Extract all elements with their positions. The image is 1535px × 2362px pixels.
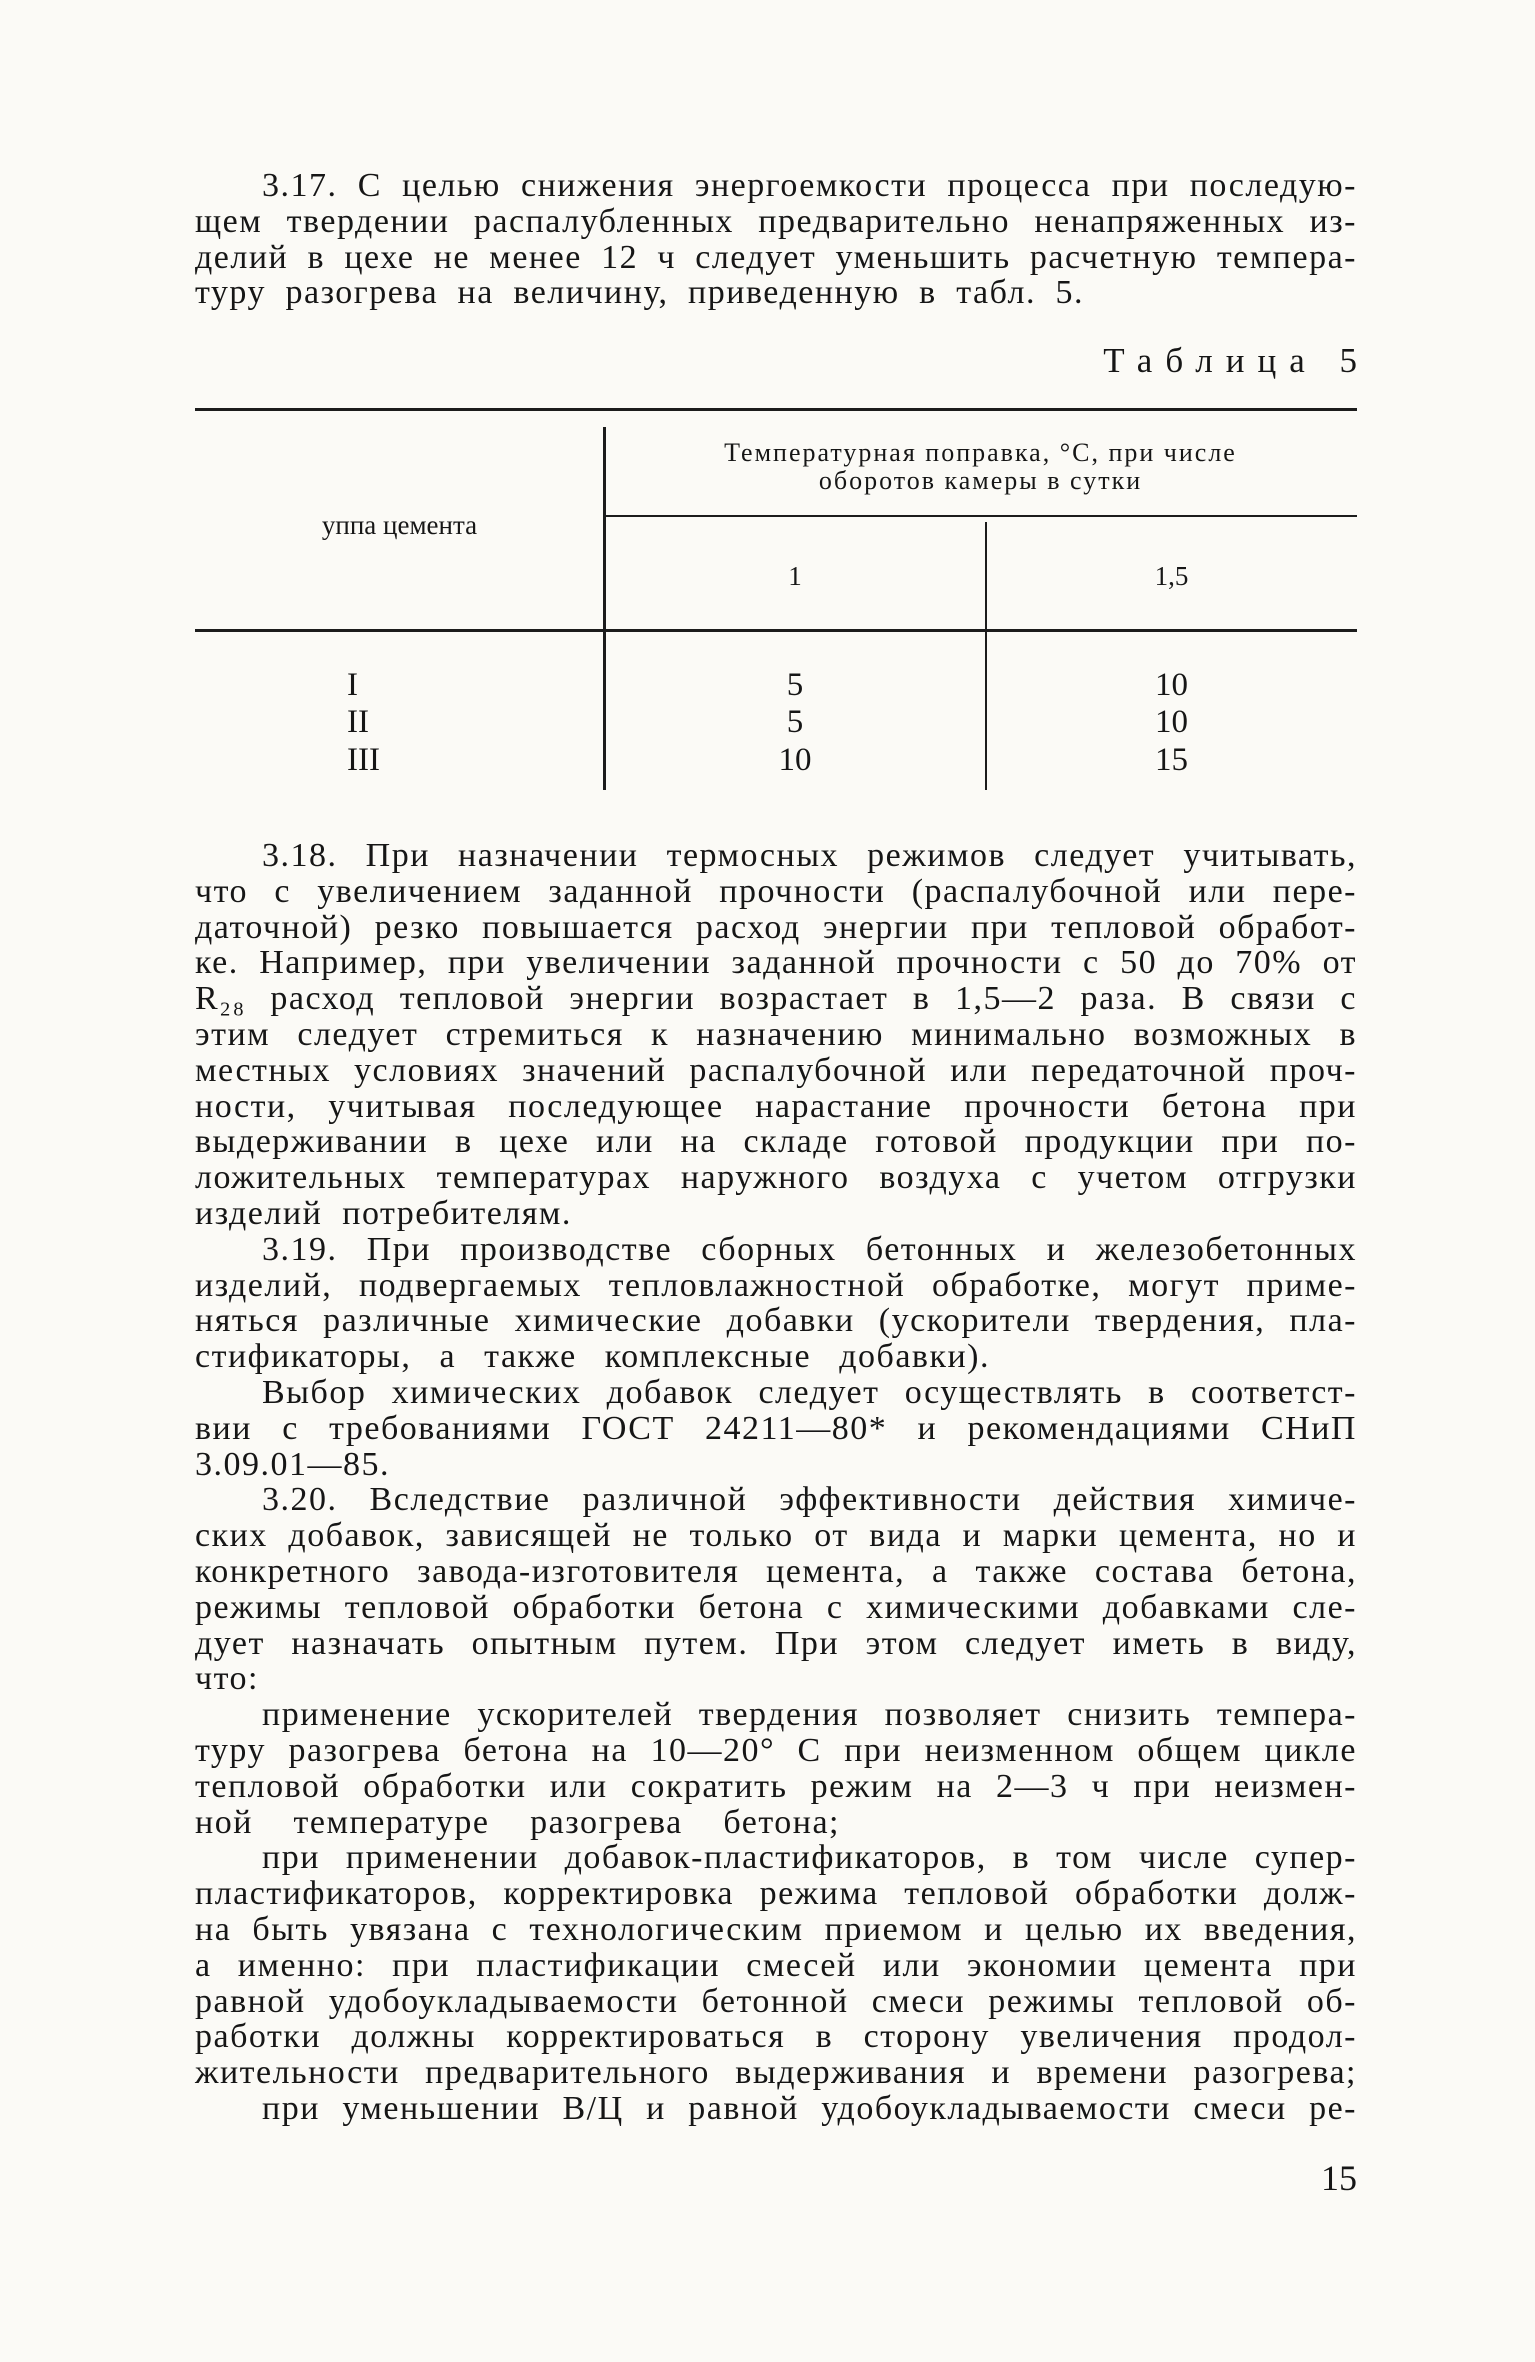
paragraph-additives-choice xyxy=(195,1375,1357,1482)
table-header-temp-correction xyxy=(604,439,1357,495)
table-cell: 15 xyxy=(1155,741,1188,778)
paragraph-water-cement-ratio xyxy=(195,2091,1357,2127)
table-cell: 10 xyxy=(1155,666,1188,703)
text-line: туру разогрева на величину, приведенную в табл. 5. xyxy=(195,274,1084,312)
table-header-cement-type: уппа цемента xyxy=(321,510,478,540)
table-top-rule xyxy=(195,408,1357,411)
table-subheader-turnover-1-5: 1,5 xyxy=(1154,561,1189,591)
paragraph-plasticizers xyxy=(195,1840,1357,2091)
text-line: Выбор химических добавок следует осуществлять в соответст- xyxy=(262,1373,1357,1411)
table-cell: 5 xyxy=(786,666,804,703)
text-line: ке. Например, при увеличении заданной прочности с 50 до 70% от xyxy=(195,944,1357,982)
paragraph-3-19 xyxy=(195,1232,1357,1375)
text-line: ности, учитывая последующее нарастание прочности бетона при xyxy=(195,1087,1357,1125)
text-line: конкретного завода-изготовителя цемента, а также состава бетона, xyxy=(195,1552,1357,1590)
table-cell: 5 xyxy=(786,704,804,740)
header-line: оборотов камеры в сутки xyxy=(818,466,1143,495)
text-line: вии с требованиями ГОСТ 24211—80* и рекомендациями СНиП xyxy=(195,1409,1357,1447)
paragraph-3-18 xyxy=(195,838,1357,1232)
text-line: щем твердении распалубленных предварительно ненапряженных из- xyxy=(195,202,1357,240)
text-line: 3.17. С целью снижения энергоемкости процесса при последую- xyxy=(262,167,1357,204)
text-line: 3.18. При назначении термосных режимов следует учитывать, xyxy=(262,837,1357,874)
text-line: R₂₈ расход тепловой энергии возрастает в 1,5—2 раза. В связи с xyxy=(195,980,1357,1018)
text-line: применение ускорителей твердения позволяет снизить темпера- xyxy=(262,1696,1357,1734)
table-row xyxy=(195,704,1357,742)
table-cell: 10 xyxy=(778,741,812,778)
table-5 xyxy=(195,408,1357,793)
text-line: няться различные химические добавки (ускорители твердения, пла- xyxy=(195,1302,1357,1340)
cement-type-cell: III xyxy=(347,741,380,778)
text-line: ной температуре разогрева бетона; xyxy=(195,1803,840,1841)
text-line: жительности предварительного выдерживания и времени разогрева; xyxy=(195,2054,1357,2092)
text-line: 3.19. При производстве сборных бетонных и железобетонных xyxy=(262,1230,1357,1268)
text-line: тепловой обработки или сократить режим на 2—3 ч при неизмен- xyxy=(195,1767,1357,1805)
text-line: равной удобоукладываемости бетонной смеси режимы тепловой об- xyxy=(195,1982,1357,2020)
text-line: изделий, подвергаемых тепловлажностной обработке, могут приме- xyxy=(195,1266,1357,1304)
header-line: Температурная поправка, °C, при числе xyxy=(724,438,1237,467)
table-header-rule xyxy=(195,629,1357,632)
text-line: на быть увязана с технологическим приемом и целью их введения, xyxy=(195,1910,1357,1948)
text-line: ложительных температурах наружного воздуха с учетом отгрузки xyxy=(195,1159,1357,1197)
text-line: при применении добавок-пластификаторов, в том числе супер- xyxy=(262,1839,1357,1877)
text-line: туру разогрева бетона на 10—20° С при неизменном общем цикле xyxy=(195,1731,1357,1769)
text-line: что: xyxy=(195,1660,259,1698)
table-caption: Таблица 5 xyxy=(1103,341,1370,380)
cement-type-cell: II xyxy=(347,704,369,740)
text-line: 3.09.01—85. xyxy=(195,1445,390,1483)
page-number: 15 xyxy=(1321,2158,1357,2198)
text-line: местных условиях значений распалубочной или передаточной проч- xyxy=(195,1051,1357,1089)
table-subheader-turnover-1: 1 xyxy=(788,561,802,591)
text-line: при уменьшении В/Ц и равной удобоукладываемости смеси ре- xyxy=(262,2089,1357,2127)
text-line: этим следует стремиться к назначению минимально возможных в xyxy=(195,1015,1357,1053)
text-line: делий в цехе не менее 12 ч следует уменьшить расчетную темпера- xyxy=(195,238,1357,276)
text-line: что с увеличением заданной прочности (распалубочной или пере- xyxy=(195,872,1357,910)
table-header-inner-rule xyxy=(604,515,1357,517)
table-row xyxy=(195,667,1357,705)
paragraph-3-20 xyxy=(195,1482,1357,1697)
text-line: дует назначать опытным путем. При этом следует иметь в виду, xyxy=(195,1624,1357,1662)
table-cell: 10 xyxy=(1155,704,1188,740)
text-line: пластификаторов, корректировка режима тепловой обработки долж- xyxy=(195,1875,1357,1913)
body-text xyxy=(195,838,1357,2127)
text-line: режимы тепловой обработки бетона с химическими добавками сле- xyxy=(195,1588,1357,1626)
table-caption-row xyxy=(195,341,1370,380)
paragraph-accelerators xyxy=(195,1697,1357,1840)
text-line: выдерживании в цехе или на складе готовой продукции при по- xyxy=(195,1123,1357,1161)
text-line: ских добавок, зависящей не только от вида и марки цемента, но и xyxy=(195,1517,1357,1555)
table-row xyxy=(195,742,1357,780)
text-line: 3.20. Вследствие различной эффективности действия химиче- xyxy=(262,1481,1357,1519)
text-line: изделий потребителям. xyxy=(195,1194,572,1232)
text-line: а именно: при пластификации смесей или экономии цемента при xyxy=(195,1946,1357,1984)
text-line: работки должны корректироваться в сторону увеличения продол- xyxy=(195,2018,1357,2056)
paragraph-3-17 xyxy=(195,168,1357,311)
text-line: даточной) резко повышается расход энергии при тепловой обработ- xyxy=(195,908,1357,946)
cement-type-cell: I xyxy=(347,666,358,703)
text-line: стификаторы, а также комплексные добавки). xyxy=(195,1338,990,1376)
